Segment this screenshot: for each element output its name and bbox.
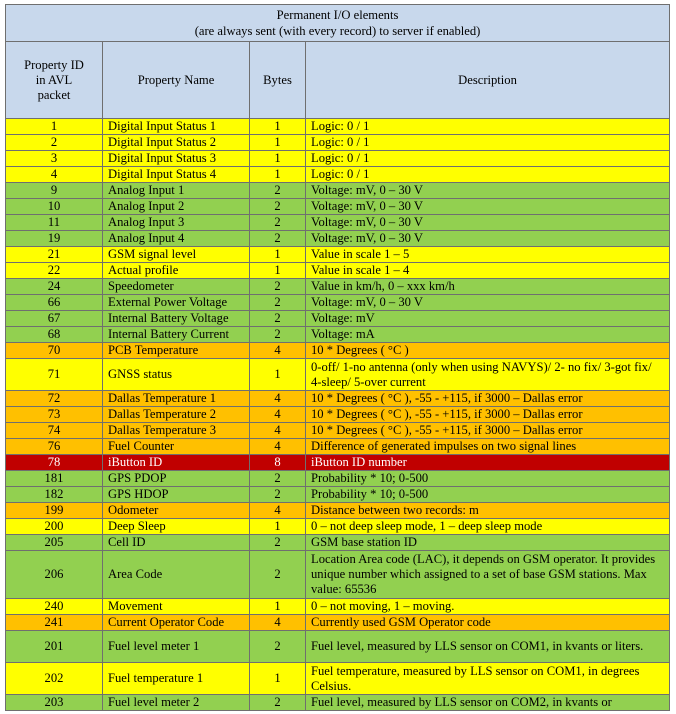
cell-property-name: Analog Input 3: [103, 215, 250, 231]
table-row: [6, 551, 670, 599]
cell-property-id: 78: [6, 455, 103, 471]
cell-description: Value in scale 1 – 4: [306, 263, 670, 279]
cell-bytes: 2: [250, 695, 306, 711]
cell-description: Voltage: mV, 0 – 30 V: [306, 295, 670, 311]
cell-bytes: 2: [250, 487, 306, 503]
table-row: [6, 231, 670, 247]
cell-bytes: 2: [250, 279, 306, 295]
table-row: [6, 151, 670, 167]
cell-bytes: 2: [250, 295, 306, 311]
header-property-id-line2: in AVL: [35, 72, 73, 87]
cell-property-id: 206: [6, 551, 103, 599]
cell-description: Logic: 0 / 1: [306, 151, 670, 167]
cell-description: Difference of generated impulses on two signal lines: [306, 439, 670, 455]
cell-property-name: Movement: [103, 599, 250, 615]
cell-bytes: 1: [250, 167, 306, 183]
cell-bytes: 1: [250, 247, 306, 263]
cell-description: 0 – not deep sleep mode, 1 – deep sleep mode: [306, 519, 670, 535]
cell-description: GSM base station ID: [306, 535, 670, 551]
table-body: [6, 119, 670, 711]
cell-description: Currently used GSM Operator code: [306, 615, 670, 631]
table-row: [6, 279, 670, 295]
column-header-row: [6, 42, 670, 119]
cell-property-id: 73: [6, 407, 103, 423]
cell-description: Logic: 0 / 1: [306, 119, 670, 135]
cell-bytes: 2: [250, 199, 306, 215]
header-property-id-line1: Property ID: [24, 57, 84, 72]
cell-property-id: 203: [6, 695, 103, 711]
cell-description: Voltage: mV, 0 – 30 V: [306, 231, 670, 247]
table-row: [6, 423, 670, 439]
cell-property-name: Odometer: [103, 503, 250, 519]
cell-bytes: 2: [250, 215, 306, 231]
cell-bytes: 2: [250, 551, 306, 599]
table-row: [6, 119, 670, 135]
table-row: [6, 631, 670, 663]
cell-property-name: GPS HDOP: [103, 487, 250, 503]
table-row: [6, 167, 670, 183]
cell-bytes: 2: [250, 471, 306, 487]
cell-bytes: 1: [250, 135, 306, 151]
table-row: [6, 471, 670, 487]
cell-description: Voltage: mV, 0 – 30 V: [306, 199, 670, 215]
cell-bytes: 1: [250, 119, 306, 135]
cell-description: Logic: 0 / 1: [306, 135, 670, 151]
cell-property-name: Deep Sleep: [103, 519, 250, 535]
cell-property-name: GNSS status: [103, 359, 250, 391]
cell-property-id: 205: [6, 535, 103, 551]
cell-property-id: 3: [6, 151, 103, 167]
header-property-name: Property Name: [103, 42, 250, 119]
cell-property-id: 201: [6, 631, 103, 663]
cell-property-name: Fuel level meter 2: [103, 695, 250, 711]
cell-description: Fuel level, measured by LLS sensor on COM2, in kvants or: [306, 695, 670, 711]
io-elements-table: [5, 4, 670, 711]
table-row: [6, 503, 670, 519]
cell-description: 0-off/ 1-no antenna (only when using NAVYS)/ 2- no fix/ 3-got fix/ 4-sleep/ 5-over current: [306, 359, 670, 391]
table-row: [6, 247, 670, 263]
table-title-line1: Permanent I/O elements: [276, 8, 399, 22]
cell-description: Fuel temperature, measured by LLS sensor on COM1, in degrees Celsius.: [306, 663, 670, 695]
cell-property-name: Dallas Temperature 3: [103, 423, 250, 439]
cell-bytes: 1: [250, 359, 306, 391]
table-row: [6, 295, 670, 311]
cell-bytes: 2: [250, 183, 306, 199]
cell-property-name: Fuel level meter 1: [103, 631, 250, 663]
cell-property-id: 199: [6, 503, 103, 519]
table-row: [6, 455, 670, 471]
cell-bytes: 2: [250, 535, 306, 551]
cell-property-name: PCB Temperature: [103, 343, 250, 359]
table-row: [6, 599, 670, 615]
cell-bytes: 4: [250, 503, 306, 519]
table-row: [6, 343, 670, 359]
cell-description: Location Area code (LAC), it depends on GSM operator. It provides unique number which assigned to a set of base GSM stations. Max value: 65536: [306, 551, 670, 599]
cell-property-id: 182: [6, 487, 103, 503]
cell-property-id: 76: [6, 439, 103, 455]
cell-description: 10 * Degrees ( °C ), -55 - +115, if 3000 – Dallas error: [306, 423, 670, 439]
cell-property-id: 4: [6, 167, 103, 183]
cell-description: Distance between two records: m: [306, 503, 670, 519]
cell-description: iButton ID number: [306, 455, 670, 471]
cell-bytes: 2: [250, 311, 306, 327]
cell-property-name: Analog Input 2: [103, 199, 250, 215]
cell-property-name: Fuel Counter: [103, 439, 250, 455]
cell-bytes: 2: [250, 231, 306, 247]
cell-description: Probability * 10; 0-500: [306, 487, 670, 503]
cell-description: 0 – not moving, 1 – moving.: [306, 599, 670, 615]
cell-description: 10 * Degrees ( °C ), -55 - +115, if 3000 – Dallas error: [306, 391, 670, 407]
cell-property-name: Internal Battery Voltage: [103, 311, 250, 327]
cell-property-id: 11: [6, 215, 103, 231]
cell-bytes: 2: [250, 327, 306, 343]
cell-property-name: Analog Input 4: [103, 231, 250, 247]
cell-property-id: 70: [6, 343, 103, 359]
cell-bytes: 4: [250, 407, 306, 423]
table-row: [6, 487, 670, 503]
cell-property-name: Actual profile: [103, 263, 250, 279]
cell-property-name: iButton ID: [103, 455, 250, 471]
cell-description: Voltage: mA: [306, 327, 670, 343]
table-title-row: [6, 5, 670, 42]
cell-property-name: GPS PDOP: [103, 471, 250, 487]
cell-description: 10 * Degrees ( °C ): [306, 343, 670, 359]
cell-property-id: 181: [6, 471, 103, 487]
table-row: [6, 135, 670, 151]
cell-property-id: 241: [6, 615, 103, 631]
cell-property-name: Digital Input Status 1: [103, 119, 250, 135]
cell-bytes: 8: [250, 455, 306, 471]
cell-bytes: 4: [250, 615, 306, 631]
cell-property-id: 72: [6, 391, 103, 407]
header-description: Description: [306, 42, 670, 119]
cell-description: Voltage: mV, 0 – 30 V: [306, 215, 670, 231]
cell-property-id: 68: [6, 327, 103, 343]
cell-property-id: 2: [6, 135, 103, 151]
cell-property-name: Area Code: [103, 551, 250, 599]
cell-property-name: Dallas Temperature 2: [103, 407, 250, 423]
header-property-id: [6, 42, 103, 119]
table-row: [6, 359, 670, 391]
cell-property-id: 24: [6, 279, 103, 295]
table-row: [6, 215, 670, 231]
cell-description: Value in scale 1 – 5: [306, 247, 670, 263]
cell-description: Logic: 0 / 1: [306, 167, 670, 183]
table-row: [6, 327, 670, 343]
cell-bytes: 4: [250, 439, 306, 455]
cell-property-id: 67: [6, 311, 103, 327]
cell-description: Fuel level, measured by LLS sensor on COM1, in kvants or liters.: [306, 631, 670, 663]
cell-property-id: 21: [6, 247, 103, 263]
table-row: [6, 263, 670, 279]
cell-property-id: 22: [6, 263, 103, 279]
cell-property-id: 200: [6, 519, 103, 535]
cell-property-id: 240: [6, 599, 103, 615]
cell-description: Voltage: mV: [306, 311, 670, 327]
cell-property-name: Digital Input Status 3: [103, 151, 250, 167]
table-title-line2: (are always sent (with every record) to server if enabled): [194, 24, 481, 38]
table-row: [6, 407, 670, 423]
table-row: [6, 519, 670, 535]
cell-description: Value in km/h, 0 – xxx km/h: [306, 279, 670, 295]
cell-property-name: Current Operator Code: [103, 615, 250, 631]
cell-property-id: 71: [6, 359, 103, 391]
table-title: [6, 5, 670, 42]
table-row: [6, 663, 670, 695]
cell-property-name: Fuel temperature 1: [103, 663, 250, 695]
cell-property-name: Dallas Temperature 1: [103, 391, 250, 407]
table-row: [6, 391, 670, 407]
cell-property-id: 66: [6, 295, 103, 311]
cell-bytes: 1: [250, 663, 306, 695]
cell-description: 10 * Degrees ( °C ), -55 - +115, if 3000 – Dallas error: [306, 407, 670, 423]
cell-bytes: 4: [250, 343, 306, 359]
cell-property-id: 9: [6, 183, 103, 199]
cell-bytes: 4: [250, 423, 306, 439]
cell-property-id: 202: [6, 663, 103, 695]
header-bytes: Bytes: [250, 42, 306, 119]
cell-property-name: Internal Battery Current: [103, 327, 250, 343]
cell-property-name: Digital Input Status 4: [103, 167, 250, 183]
table-row: [6, 439, 670, 455]
cell-property-name: Analog Input 1: [103, 183, 250, 199]
cell-property-name: Digital Input Status 2: [103, 135, 250, 151]
cell-property-id: 1: [6, 119, 103, 135]
table-row: [6, 199, 670, 215]
table-row: [6, 535, 670, 551]
cell-bytes: 1: [250, 263, 306, 279]
table-row: [6, 311, 670, 327]
cell-property-id: 10: [6, 199, 103, 215]
cell-description: Probability * 10; 0-500: [306, 471, 670, 487]
cell-bytes: 1: [250, 519, 306, 535]
cell-bytes: 1: [250, 151, 306, 167]
table-row: [6, 695, 670, 711]
cell-property-id: 19: [6, 231, 103, 247]
cell-bytes: 2: [250, 631, 306, 663]
cell-property-name: GSM signal level: [103, 247, 250, 263]
cell-property-name: Cell ID: [103, 535, 250, 551]
table-row: [6, 183, 670, 199]
cell-property-id: 74: [6, 423, 103, 439]
cell-property-name: External Power Voltage: [103, 295, 250, 311]
cell-bytes: 4: [250, 391, 306, 407]
table-row: [6, 615, 670, 631]
cell-description: Voltage: mV, 0 – 30 V: [306, 183, 670, 199]
header-property-id-line3: packet: [37, 87, 71, 102]
cell-bytes: 1: [250, 599, 306, 615]
cell-property-name: Speedometer: [103, 279, 250, 295]
